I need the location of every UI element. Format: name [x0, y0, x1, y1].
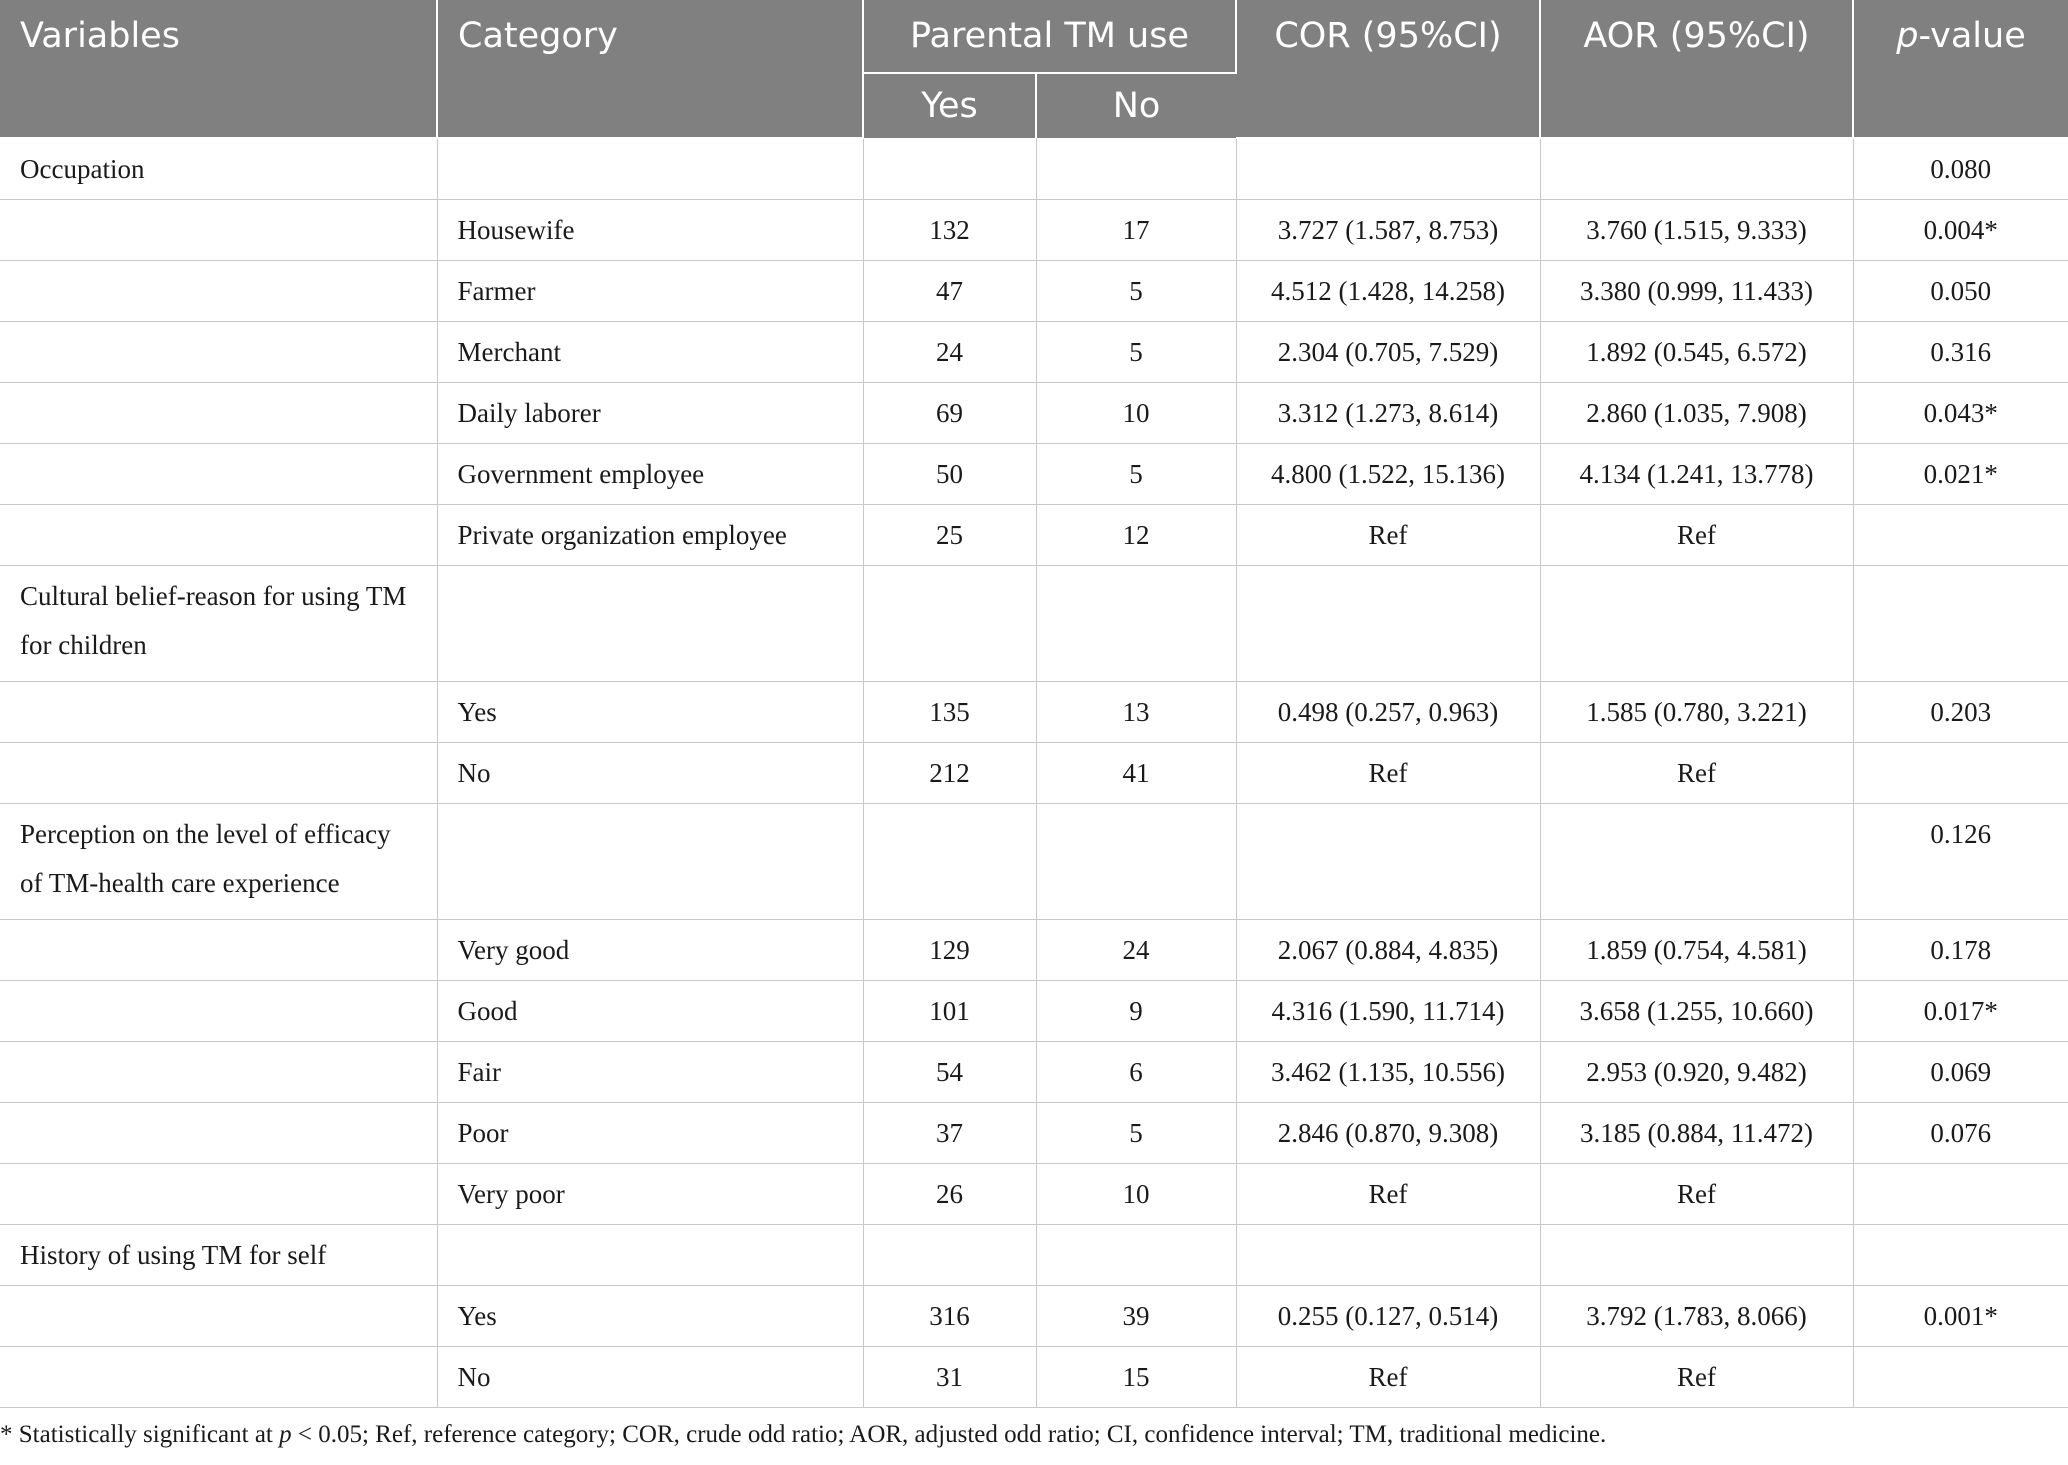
cell-variable: Cultural belief-reason for using TM for children [0, 566, 437, 682]
cell-aor: 3.792 (1.783, 8.066) [1540, 1286, 1853, 1347]
cell-aor [1540, 566, 1853, 682]
cell-no: 5 [1036, 322, 1236, 383]
cell-no: 12 [1036, 505, 1236, 566]
cell-cor: Ref [1236, 743, 1540, 804]
cell-aor: 3.658 (1.255, 10.660) [1540, 981, 1853, 1042]
cell-yes: 212 [863, 743, 1036, 804]
cell-yes: 69 [863, 383, 1036, 444]
cell-p-value: 0.017* [1853, 981, 2068, 1042]
cell-no: 9 [1036, 981, 1236, 1042]
cell-cor [1236, 1225, 1540, 1286]
cell-category: Yes [437, 1286, 863, 1347]
table-row [0, 804, 2068, 920]
cell-cor: Ref [1236, 1164, 1540, 1225]
cell-category: Farmer [437, 261, 863, 322]
cell-cor: 4.316 (1.590, 11.714) [1236, 981, 1540, 1042]
cell-variable: History of using TM for self [0, 1225, 437, 1286]
table-row [0, 383, 2068, 444]
cell-aor: Ref [1540, 1164, 1853, 1225]
table-row [0, 682, 2068, 743]
cell-aor: 1.859 (0.754, 4.581) [1540, 920, 1853, 981]
header-no: No [1036, 73, 1236, 138]
cell-variable [0, 981, 437, 1042]
cell-yes: 31 [863, 1347, 1036, 1408]
cell-p-value: 0.069 [1853, 1042, 2068, 1103]
table-row [0, 444, 2068, 505]
cell-p-value [1853, 566, 2068, 682]
cell-p-value: 0.076 [1853, 1103, 2068, 1164]
table-row [0, 1225, 2068, 1286]
cell-yes: 129 [863, 920, 1036, 981]
cell-yes [863, 1225, 1036, 1286]
cell-cor: 2.304 (0.705, 7.529) [1236, 322, 1540, 383]
cell-cor: 0.498 (0.257, 0.963) [1236, 682, 1540, 743]
cell-no: 10 [1036, 1164, 1236, 1225]
table-row [0, 200, 2068, 261]
cell-no: 6 [1036, 1042, 1236, 1103]
cell-p-value: 0.316 [1853, 322, 2068, 383]
cell-p-value: 0.203 [1853, 682, 2068, 743]
cell-p-value: 0.050 [1853, 261, 2068, 322]
cell-variable [0, 743, 437, 804]
cell-category: Good [437, 981, 863, 1042]
cell-cor: Ref [1236, 505, 1540, 566]
cell-cor: 0.255 (0.127, 0.514) [1236, 1286, 1540, 1347]
cell-p-value [1853, 1225, 2068, 1286]
cell-p-value [1853, 505, 2068, 566]
cell-cor: 2.846 (0.870, 9.308) [1236, 1103, 1540, 1164]
cell-yes: 316 [863, 1286, 1036, 1347]
cell-category: Private organization employee [437, 505, 863, 566]
cell-yes [863, 138, 1036, 200]
cell-aor [1540, 1225, 1853, 1286]
cell-yes: 132 [863, 200, 1036, 261]
cell-p-value [1853, 743, 2068, 804]
cell-no [1036, 804, 1236, 920]
cell-yes: 24 [863, 322, 1036, 383]
cell-variable [0, 1164, 437, 1225]
cell-aor: 3.380 (0.999, 11.433) [1540, 261, 1853, 322]
table-row [0, 1164, 2068, 1225]
cell-aor: 1.585 (0.780, 3.221) [1540, 682, 1853, 743]
cell-variable [0, 200, 437, 261]
cell-no [1036, 138, 1236, 200]
header-p-value [1853, 0, 2068, 138]
cell-p-value: 0.004* [1853, 200, 2068, 261]
cell-aor: 2.860 (1.035, 7.908) [1540, 383, 1853, 444]
cell-cor: 3.462 (1.135, 10.556) [1236, 1042, 1540, 1103]
cell-yes: 50 [863, 444, 1036, 505]
cell-p-value: 0.178 [1853, 920, 2068, 981]
table-row [0, 505, 2068, 566]
footnote-part1: * Statistically significant at [0, 1421, 280, 1448]
cell-category [437, 804, 863, 920]
cell-yes [863, 566, 1036, 682]
cell-variable [0, 444, 437, 505]
cell-variable [0, 1347, 437, 1408]
cell-cor: 3.727 (1.587, 8.753) [1236, 200, 1540, 261]
cell-yes: 37 [863, 1103, 1036, 1164]
table-row [0, 743, 2068, 804]
cell-aor [1540, 138, 1853, 200]
cell-category: Government employee [437, 444, 863, 505]
cell-no: 5 [1036, 1103, 1236, 1164]
header-p-suffix: -value [1918, 16, 2026, 56]
cell-aor: Ref [1540, 505, 1853, 566]
table-row [0, 1347, 2068, 1408]
table-row [0, 1042, 2068, 1103]
cell-aor: 3.185 (0.884, 11.472) [1540, 1103, 1853, 1164]
cell-p-value: 0.080 [1853, 138, 2068, 200]
footnote-part2: < 0.05; Ref, reference category; COR, crude odd ratio; AOR, adjusted odd ratio; CI, confidence interval; TM, traditional medicine. [291, 1421, 1607, 1448]
header-category: Category [437, 0, 863, 138]
cell-category: No [437, 1347, 863, 1408]
cell-p-value: 0.043* [1853, 383, 2068, 444]
cell-variable: Perception on the level of efficacy of TM-health care experience [0, 804, 437, 920]
cell-cor [1236, 566, 1540, 682]
cell-variable [0, 261, 437, 322]
cell-p-value [1853, 1164, 2068, 1225]
cell-no [1036, 1225, 1236, 1286]
cell-no: 41 [1036, 743, 1236, 804]
cell-category: No [437, 743, 863, 804]
cell-variable [0, 1042, 437, 1103]
cell-aor: 1.892 (0.545, 6.572) [1540, 322, 1853, 383]
cell-cor [1236, 804, 1540, 920]
header-variables: Variables [0, 0, 437, 138]
cell-yes [863, 804, 1036, 920]
table-row [0, 322, 2068, 383]
cell-category [437, 566, 863, 682]
cell-aor: 4.134 (1.241, 13.778) [1540, 444, 1853, 505]
table-row [0, 138, 2068, 200]
cell-variable: Occupation [0, 138, 437, 200]
cell-category: Merchant [437, 322, 863, 383]
cell-no: 5 [1036, 261, 1236, 322]
cell-cor: 4.512 (1.428, 14.258) [1236, 261, 1540, 322]
cell-category: Housewife [437, 200, 863, 261]
table-row [0, 920, 2068, 981]
cell-no: 10 [1036, 383, 1236, 444]
cell-p-value [1853, 1347, 2068, 1408]
cell-yes: 25 [863, 505, 1036, 566]
header-parental-tm-use: Parental TM use [863, 0, 1236, 73]
cell-aor: Ref [1540, 743, 1853, 804]
table-row [0, 1286, 2068, 1347]
cell-variable [0, 1286, 437, 1347]
cell-aor: Ref [1540, 1347, 1853, 1408]
cell-no: 15 [1036, 1347, 1236, 1408]
cell-p-value: 0.126 [1853, 804, 2068, 920]
table-row [0, 566, 2068, 682]
cell-no [1036, 566, 1236, 682]
cell-no: 39 [1036, 1286, 1236, 1347]
cell-cor [1236, 138, 1540, 200]
cell-variable [0, 1103, 437, 1164]
cell-category [437, 138, 863, 200]
cell-aor: 3.760 (1.515, 9.333) [1540, 200, 1853, 261]
cell-variable [0, 682, 437, 743]
cell-no: 5 [1036, 444, 1236, 505]
header-aor: AOR (95%CI) [1540, 0, 1853, 138]
cell-variable [0, 505, 437, 566]
table-row [0, 981, 2068, 1042]
cell-category: Yes [437, 682, 863, 743]
cell-aor [1540, 804, 1853, 920]
header-cor: COR (95%CI) [1236, 0, 1540, 138]
cell-cor: 3.312 (1.273, 8.614) [1236, 383, 1540, 444]
table-footnote [0, 1421, 1606, 1449]
cell-p-value: 0.001* [1853, 1286, 2068, 1347]
footnote-p-letter: p [279, 1421, 292, 1448]
cell-category: Daily laborer [437, 383, 863, 444]
cell-cor: 4.800 (1.522, 15.136) [1236, 444, 1540, 505]
cell-variable [0, 920, 437, 981]
cell-yes: 101 [863, 981, 1036, 1042]
table-row [0, 261, 2068, 322]
cell-category [437, 1225, 863, 1286]
cell-no: 24 [1036, 920, 1236, 981]
cell-no: 13 [1036, 682, 1236, 743]
cell-aor: 2.953 (0.920, 9.482) [1540, 1042, 1853, 1103]
header-yes: Yes [863, 73, 1036, 138]
cell-p-value: 0.021* [1853, 444, 2068, 505]
cell-cor: 2.067 (0.884, 4.835) [1236, 920, 1540, 981]
cell-yes: 26 [863, 1164, 1036, 1225]
cell-cor: Ref [1236, 1347, 1540, 1408]
cell-yes: 135 [863, 682, 1036, 743]
cell-no: 17 [1036, 200, 1236, 261]
table-row [0, 1103, 2068, 1164]
cell-category: Fair [437, 1042, 863, 1103]
cell-category: Poor [437, 1103, 863, 1164]
cell-category: Very good [437, 920, 863, 981]
cell-category: Very poor [437, 1164, 863, 1225]
cell-yes: 47 [863, 261, 1036, 322]
cell-variable [0, 322, 437, 383]
cell-variable [0, 383, 437, 444]
cell-yes: 54 [863, 1042, 1036, 1103]
header-p-letter: p [1896, 16, 1919, 56]
